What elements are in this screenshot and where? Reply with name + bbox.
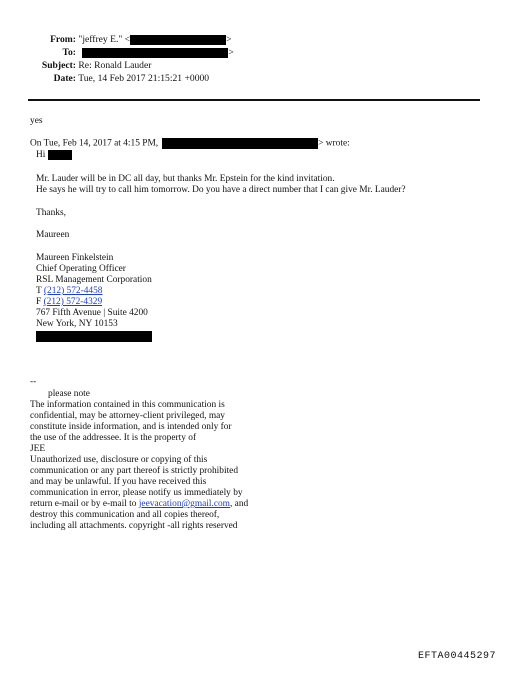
disclaimer-line: constitute inside information, and is intended only for [30, 422, 232, 432]
disclaimer-line: communication or any part thereof is strictly prohibited [30, 466, 239, 476]
redaction-block [82, 48, 228, 58]
greeting-text: Hi [36, 150, 46, 161]
disclaimer-line: The information contained in this communication is [30, 400, 225, 410]
phone-link[interactable]: (212) 572-4458 [43, 286, 103, 296]
disclaimer-line: destroy this communication and all copies thereof, [30, 510, 220, 520]
subject-value: Re: Ronald Lauder [78, 60, 152, 71]
quote-intro-text: On Tue, Feb 14, 2017 at 4:15 PM, [30, 138, 159, 149]
to-row [0, 46, 300, 59]
date-label: Date: [53, 73, 76, 84]
redaction-block [48, 150, 72, 160]
from-value: "jeffrey E." < [78, 34, 131, 45]
quote-intro [30, 138, 350, 150]
body-line-2: He says he will try to call him tomorrow. Do you have a direct number that I can give Mr. Lauder? [36, 185, 406, 195]
redaction-block [36, 331, 152, 342]
signature-company: RSL Management Corporation [36, 275, 152, 285]
disclaimer-line: Unauthorized use, disclosure or copying of this [30, 455, 208, 465]
reply-text: yes [30, 116, 43, 126]
disclaimer-line: JEE [30, 444, 46, 454]
fax-link[interactable]: (212) 572-4329 [43, 297, 103, 307]
document-id: EFTA00445297 [417, 651, 496, 662]
date-row [0, 72, 300, 85]
signature-fax [36, 297, 102, 308]
date-value: Tue, 14 Feb 2017 21:15:21 +0000 [78, 73, 210, 84]
disclaimer-line: communication in error, please notify us immediately by [30, 488, 243, 498]
signature-title: Chief Operating Officer [36, 264, 126, 274]
to-label: To: [62, 47, 76, 58]
disclaimer-line: and may be unlawful. If you have received this [30, 477, 207, 487]
subject-row [0, 59, 300, 72]
redaction-block [162, 138, 318, 149]
quote-wrote: > wrote: [318, 138, 350, 149]
header-divider [28, 99, 480, 101]
to-suffix: > [228, 47, 234, 58]
greeting [36, 150, 72, 162]
from-row [0, 33, 300, 46]
from-label: From: [50, 34, 76, 45]
signature-address-2: New York, NY 10153 [36, 319, 118, 329]
disclaimer-text: , and [229, 499, 249, 509]
signature-name: Maureen Finkelstein [36, 253, 114, 263]
disclaimer-line: confidential, may be attorney-client privileged, may [30, 411, 225, 421]
email-link[interactable]: jeevacation@gmail.com [138, 499, 230, 509]
sender-name: Maureen [36, 230, 70, 240]
phone-prefix: T [36, 286, 44, 296]
disclaimer-text: return e-mail or by e-mail to [30, 499, 139, 509]
disclaimer-line [30, 499, 248, 510]
fax-prefix: F [36, 297, 44, 307]
signature-address-1: 767 Fifth Avenue | Suite 4200 [36, 308, 148, 318]
please-note: please note [48, 389, 90, 399]
disclaimer-line: the use of the addressee. It is the property of [30, 433, 197, 443]
subject-label: Subject: [41, 60, 76, 71]
disclaimer-line: including all attachments. copyright -all rights reserved [30, 521, 238, 531]
from-suffix: > [226, 34, 232, 45]
signature-dashes: -- [30, 377, 37, 387]
body-line-1: Mr. Lauder will be in DC all day, but thanks Mr. Epstein for the kind invitation. [36, 174, 335, 184]
signature-phone [36, 286, 103, 297]
thanks-text: Thanks, [36, 208, 66, 218]
redaction-block [130, 35, 226, 45]
